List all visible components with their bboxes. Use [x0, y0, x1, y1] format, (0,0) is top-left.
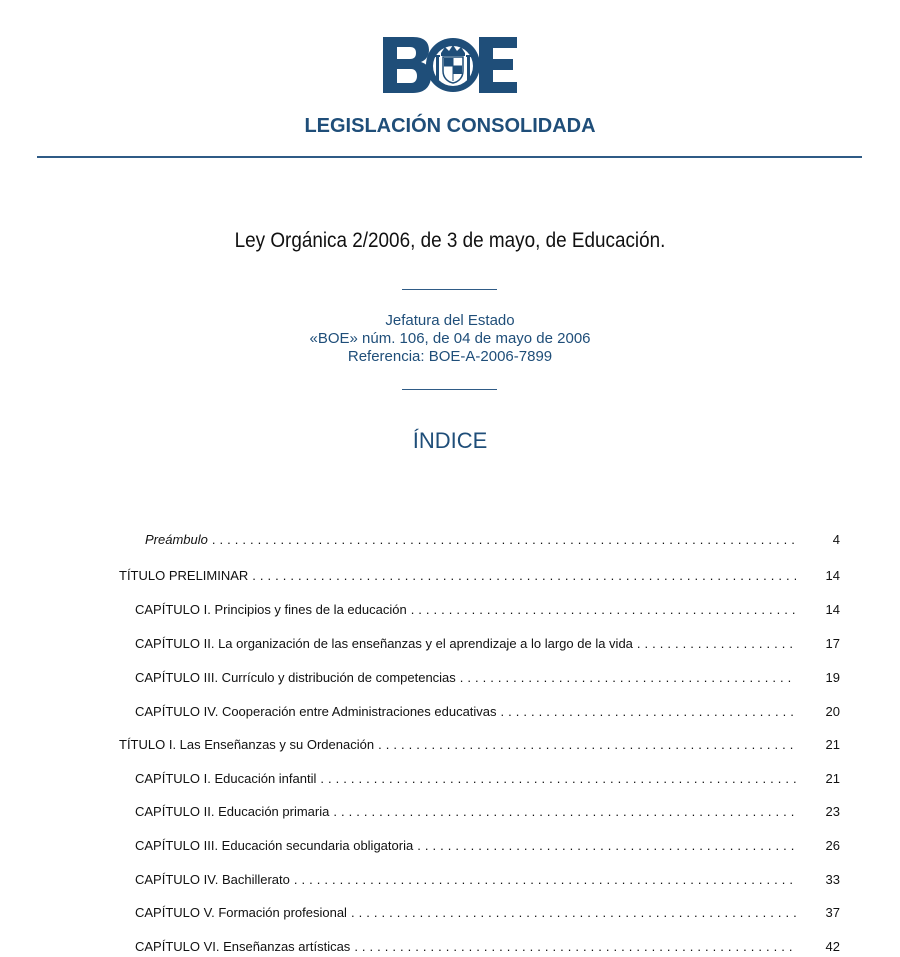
legislation-banner: LEGISLACIÓN CONSOLIDADA	[304, 115, 596, 137]
toc-entry-page: 26	[825, 838, 840, 853]
toc-entry[interactable]	[119, 735, 840, 755]
toc-entry-label: TÍTULO PRELIMINAR	[119, 568, 249, 583]
toc-entry-page: 4	[832, 532, 840, 547]
toc-entry[interactable]	[135, 600, 840, 620]
header-divider	[37, 156, 862, 158]
toc-leader-dots	[501, 702, 796, 722]
document-title: Ley Orgánica 2/2006, de 3 de mayo, de Educación.	[234, 229, 666, 252]
toc-entry[interactable]	[135, 668, 840, 688]
toc-entry-label: CAPÍTULO II. La organización de las enseñanzas y el aprendizaje a lo largo de la vida	[135, 636, 633, 651]
toc-entry-label: CAPÍTULO I. Principios y fines de la educación	[135, 602, 407, 617]
toc-entry-page: 33	[825, 872, 840, 887]
title-divider-top	[402, 289, 497, 290]
toc-leader-dots	[411, 600, 796, 620]
toc-entry[interactable]	[135, 903, 840, 923]
toc-entry-label: TÍTULO I. Las Enseñanzas y su Ordenación	[119, 737, 375, 752]
index-heading: ÍNDICE	[412, 428, 488, 453]
toc-leader-dots	[212, 530, 796, 550]
toc-entry-page: 17	[825, 636, 840, 651]
toc-entry-page: 14	[825, 602, 840, 617]
toc-leader-dots	[417, 836, 796, 856]
boe-logo	[383, 37, 517, 93]
toc-entry-label: CAPÍTULO III. Currículo y distribución de competencias	[135, 670, 456, 685]
toc-leader-dots	[460, 668, 796, 688]
toc-entry[interactable]	[145, 530, 840, 550]
toc-entry[interactable]	[135, 634, 840, 654]
toc-entry-page: 19	[825, 670, 840, 685]
toc-entry[interactable]	[135, 802, 840, 822]
toc-entry-page: 21	[825, 771, 840, 786]
toc-leader-dots	[354, 937, 796, 957]
toc-entry-label: CAPÍTULO I. Educación infantil	[135, 771, 317, 786]
toc-entry[interactable]	[135, 836, 840, 856]
toc-entry-label: CAPÍTULO IV. Cooperación entre Administraciones educativas	[135, 704, 497, 719]
toc-entry-label: Preámbulo	[145, 532, 208, 547]
document-source	[0, 312, 900, 366]
toc-entry-label: CAPÍTULO III. Educación secundaria obligatoria	[135, 838, 414, 853]
toc-entry[interactable]	[135, 702, 840, 722]
toc-entry-page: 20	[825, 704, 840, 719]
toc-entry-label: CAPÍTULO II. Educación primaria	[135, 804, 330, 819]
issuer: Jefatura del Estado	[385, 312, 515, 329]
toc-leader-dots	[378, 735, 796, 755]
toc-entry-page: 14	[825, 568, 840, 583]
toc-entry-label: CAPÍTULO V. Formación profesional	[135, 905, 347, 920]
boe-logo-with-coat-of-arms-icon	[383, 37, 517, 93]
toc-entry[interactable]	[135, 870, 840, 890]
toc-entry-label: CAPÍTULO VI. Enseñanzas artísticas	[135, 939, 351, 954]
toc-entry[interactable]	[119, 566, 840, 586]
title-divider-bottom	[402, 389, 497, 390]
toc-entry[interactable]	[135, 769, 840, 789]
toc-entry-page: 37	[825, 905, 840, 920]
toc-entry-page: 21	[825, 737, 840, 752]
toc-leader-dots	[351, 903, 796, 923]
publication-info: «BOE» núm. 106, de 04 de mayo de 2006	[309, 330, 591, 347]
toc-leader-dots	[294, 870, 796, 890]
toc-entry-label: CAPÍTULO IV. Bachillerato	[135, 872, 290, 887]
toc-entry-page: 23	[825, 804, 840, 819]
toc-entry-page: 42	[825, 939, 840, 954]
toc-leader-dots	[333, 802, 796, 822]
toc-leader-dots	[252, 566, 796, 586]
toc-leader-dots	[637, 634, 796, 654]
toc-entry[interactable]	[135, 937, 840, 957]
reference: Referencia: BOE-A-2006-7899	[347, 348, 553, 365]
toc-leader-dots	[320, 769, 796, 789]
